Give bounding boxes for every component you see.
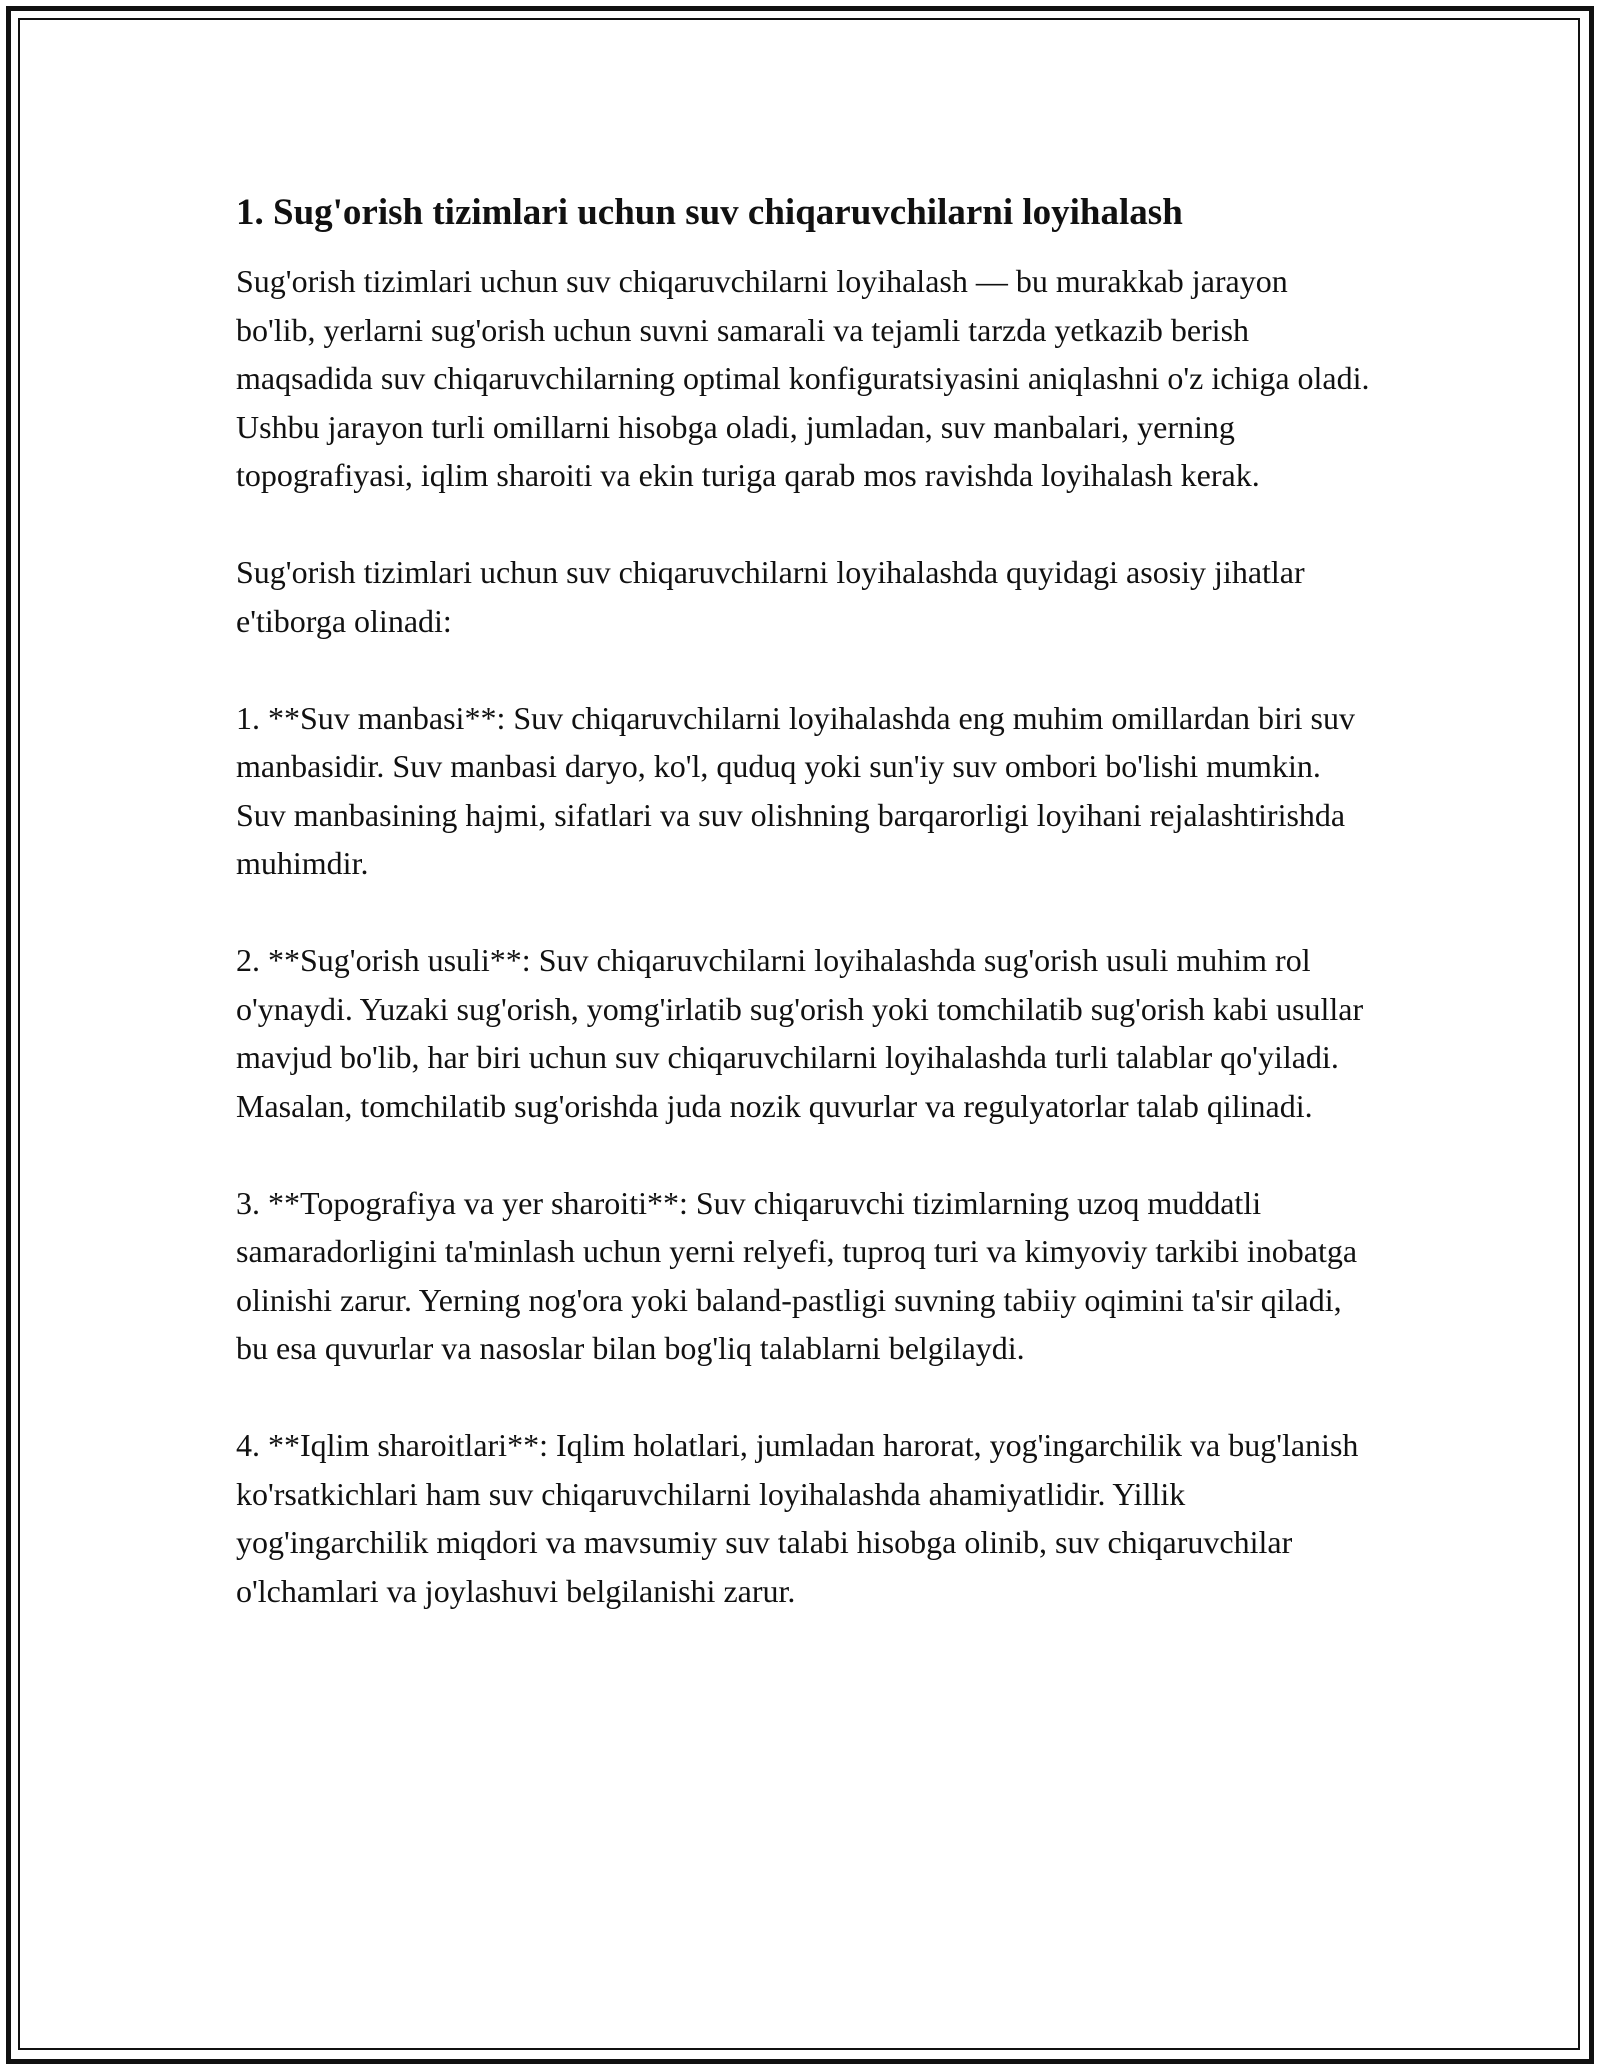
intro-paragraph: Sug'orish tizimlari uchun suv chiqaruvchilarni loyihalash — bu murakkab jarayon bo'lib, yerlarni sug'orish uchun suvni samarali va tejamli tarzda yetkazib berish maqsadida suv chiqaruvchilarning optimal konfiguratsiyasini aniqlashni o'z ichiga oladi. Ushbu jarayon turli omillarni hisobga oladi, jumladan, suv manbalari, yerning topografiyasi, iqlim sharoiti va ekin turiga qarab mos ravishda loyihalash kerak. <box>236 263 1370 493</box>
list-item-irrigation-method: 2. **Sug'orish usuli**: Suv chiqaruvchilarni loyihalashda sug'orish usuli muhim rol o'ynaydi. Yuzaki sug'orish, yomg'irlatib sug'orish yoki tomchilatib sug'orish kabi usullar mavjud bo'lib, har biri uchun suv chiqaruvchilarni loyihalashda turli talablar qo'yiladi. Masalan, tomchilatib sug'orishda juda nozik quvurlar va regulyatorlar talab qilinadi. <box>236 942 1364 1124</box>
list-item-climate: 4. **Iqlim sharoitlari**: Iqlim holatlari, jumladan harorat, yog'ingarchilik va bug'lanish ko'rsatkichlari ham suv chiqaruvchilarni loyihalashda ahamiyatlidir. Yillik yog'ingarchilik miqdori va mavsumiy suv talabi hisobga olinib, suv chiqaruvchilar o'lchamlari va joylashuvi belgilanishi zarur. <box>236 1427 1359 1609</box>
list-item-topography: 3. **Topografiya va yer sharoiti**: Suv chiqaruvchi tizimlarning uzoq muddatli samaradorligini ta'minlash uchun yerni relyefi, tuproq turi va kimyoviy tarkibi inobatga olinishi zarur. Yerning nog'ora yoki baland-pastligi suvning tabiiy oqimini ta'sir qiladi, bu esa quvurlar va nasoslar bilan bog'liq talablarni belgilaydi. <box>236 1184 1358 1366</box>
document-body <box>236 188 1372 1615</box>
paragraph-spacer <box>236 1373 1372 1422</box>
paragraph-spacer <box>236 888 1372 937</box>
list-item-water-source: 1. **Suv manbasi**: Suv chiqaruvchilarni loyihalashda eng muhim omillardan biri suv manbasidir. Suv manbasi daryo, ko'l, quduq yoki sun'iy suv ombori bo'lishi mumkin. Suv manbasining hajmi, sifatlari va suv olishning barqarorligi loyihani rejalashtirishda muhimdir. <box>236 699 1355 881</box>
paragraph-spacer <box>236 1130 1372 1179</box>
aspects-lead-paragraph: Sug'orish tizimlari uchun suv chiqaruvchilarni loyihalashda quyidagi asosiy jihatlar e'tiborga olinadi: <box>236 554 1305 639</box>
section-title: 1. Sug'orish tizimlari uchun suv chiqaruvchilarni loyihalash <box>236 192 1183 233</box>
paragraph-spacer <box>236 645 1372 694</box>
paragraph-spacer <box>236 500 1372 549</box>
